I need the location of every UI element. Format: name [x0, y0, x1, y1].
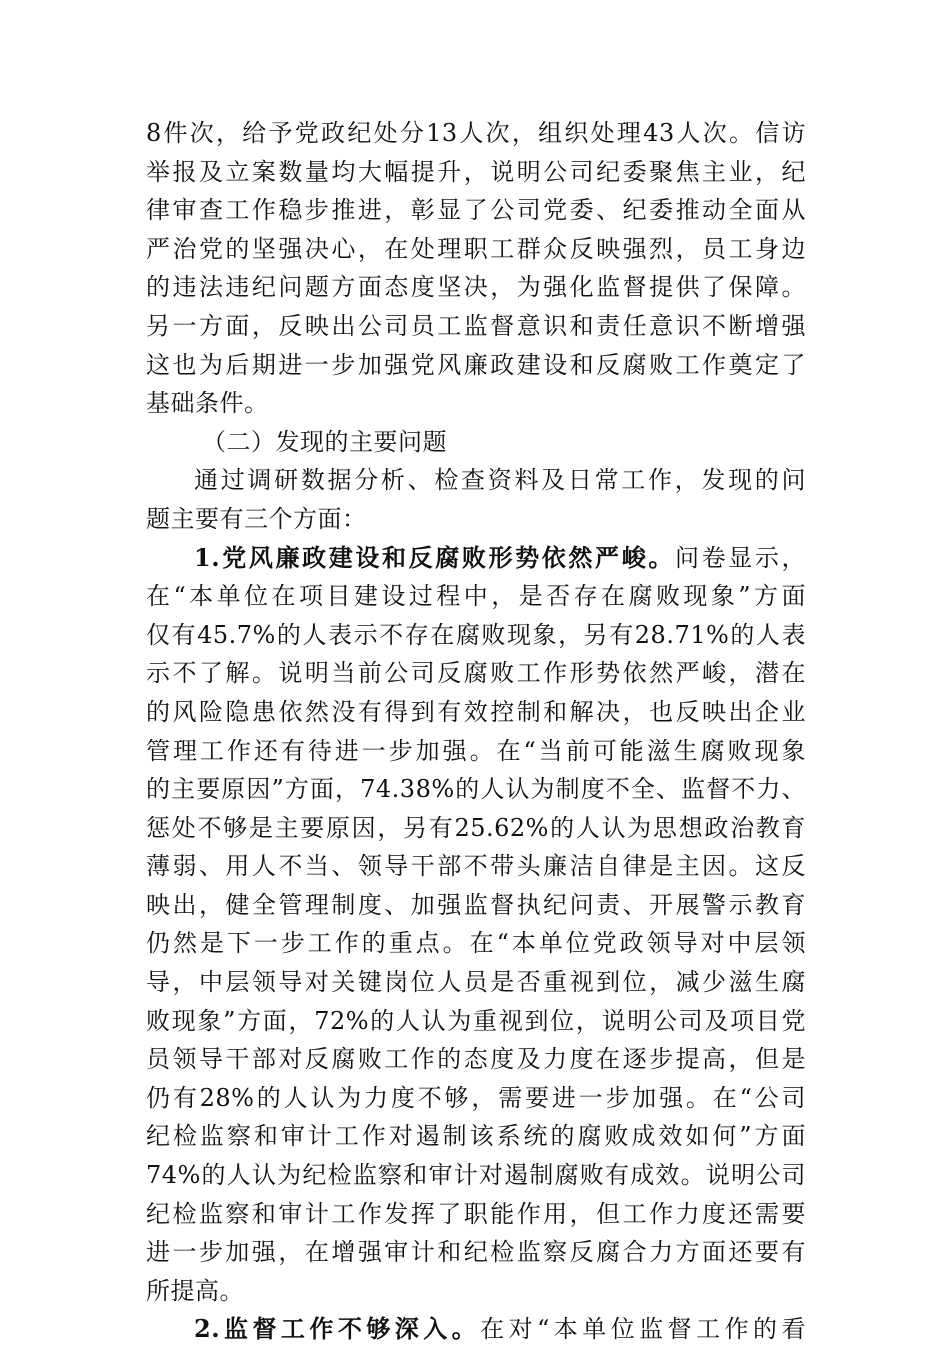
- paragraph-line: 的主要原因”方面，74.38%的人认为制度不全、监督不力、: [146, 775, 806, 804]
- paragraph-line: 员领导干部对反腐败工作的态度及力度在逐步提高，但是: [146, 1045, 806, 1074]
- paragraph-line-with-heading: [146, 539, 806, 578]
- subheading-2: 2.监督工作不够深入。: [194, 1314, 481, 1344]
- paragraph-line: 薄弱、用人不当、领导干部不带头廉洁自律是主因。这反: [146, 852, 806, 881]
- paragraph-line-with-heading: [146, 1310, 806, 1349]
- paragraph-line: 进一步加强，在增强审计和纪检监察反腐合力方面还要有: [146, 1238, 806, 1267]
- paragraph-line: 律审查工作稳步推进，彰显了公司党委、纪委推动全面从: [146, 196, 806, 225]
- document-body: [146, 114, 806, 1349]
- paragraph-line: 纪检监察和审计工作对遏制该系统的腐败成效如何”方面: [146, 1122, 806, 1151]
- paragraph-line: 仅有45.7%的人表示不存在腐败现象，另有28.71%的人表: [146, 620, 806, 649]
- paragraph-line: 通过调研数据分析、检查资料及日常工作，发现的问: [194, 466, 806, 495]
- paragraph-line: 的违法违纪问题方面态度坚决，为强化监督提供了保障。: [146, 273, 806, 302]
- paragraph-line: 管理工作还有待进一步加强。在“当前可能滋生腐败现象: [146, 736, 806, 765]
- paragraph-line: 8件次，给予党政纪处分13人次，组织处理43人次。信访: [146, 119, 806, 147]
- paragraph-line: 另一方面，反映出公司员工监督意识和责任意识不断增强: [146, 311, 806, 340]
- paragraph-line: 仍有28%的人认为力度不够，需要进一步加强。在“公司: [146, 1083, 806, 1112]
- paragraph-line: 举报及立案数量均大幅提升，说明公司纪委聚焦主业，纪: [146, 157, 806, 186]
- paragraph-line: 74%的人认为纪检监察和审计对遏制腐败有成效。说明公司: [146, 1161, 806, 1190]
- paragraph-line: 惩处不够是主要原因，另有25.62%的人认为思想政治教育: [146, 813, 806, 842]
- section-heading: （二）发现的主要问题: [202, 427, 447, 456]
- subheading-1: 1.党风廉政建设和反腐败形势依然严峻。: [194, 542, 675, 572]
- paragraph-line: 这也为后期进一步加强党风廉政建设和反腐败工作奠定了: [146, 350, 806, 379]
- paragraph-line: 严治党的坚强决心，在处理职工群众反映强烈，员工身边: [146, 234, 806, 263]
- paragraph-line: 映出，健全管理制度、加强监督执纪问责、开展警示教育: [146, 890, 806, 919]
- paragraph-line: 仍然是下一步工作的重点。在“本单位党政领导对中层领: [146, 929, 806, 958]
- paragraph-line: 败现象”方面，72%的人认为重视到位，说明公司及项目党: [146, 1006, 806, 1035]
- paragraph-line: 示不了解。说明当前公司反腐败工作形势依然严峻，潜在: [146, 659, 806, 688]
- paragraph-text: 问卷显示，: [674, 543, 807, 572]
- paragraph-line: 纪检监察和审计工作发挥了职能作用，但工作力度还需要: [146, 1199, 806, 1228]
- paragraph-line: 的风险隐患依然没有得到有效控制和解决，也反映出企业: [146, 697, 806, 726]
- paragraph-line: 基础条件。: [146, 389, 269, 418]
- paragraph-line: 在“本单位在项目建设过程中，是否存在腐败现象”方面: [146, 582, 806, 611]
- paragraph-line: 导，中层领导对关键岗位人员是否重视到位，减少滋生腐: [146, 968, 806, 997]
- paragraph-line: 所提高。: [146, 1276, 244, 1305]
- paragraph-line: 题主要有三个方面：: [146, 504, 367, 533]
- paragraph-text: 在对“本单位监督工作的看: [480, 1315, 806, 1344]
